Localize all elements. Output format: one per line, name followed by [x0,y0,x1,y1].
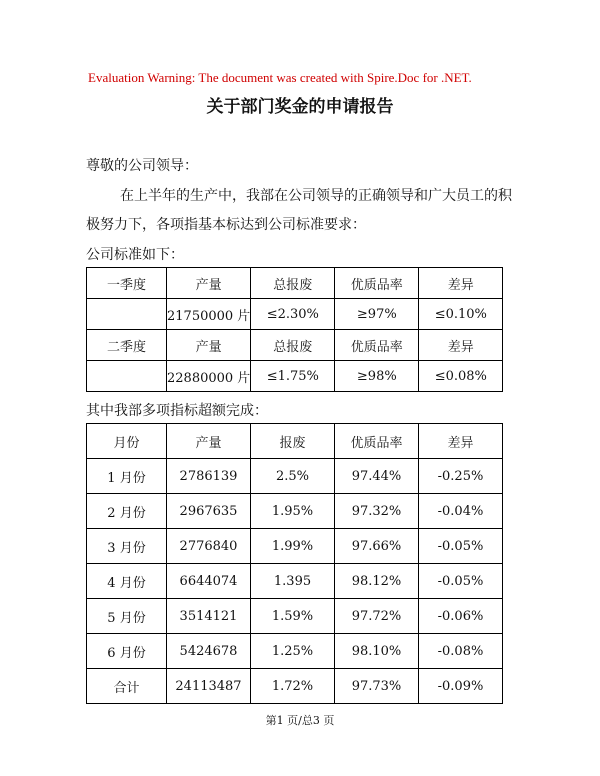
results-caption: 其中我部多项指标超额完成： [86,403,268,419]
table-cell: 5424678 [167,634,251,669]
table-cell: ≤0.10% [419,299,503,330]
table-cell: 优质品率 [335,268,419,299]
results-table [86,423,503,704]
table-cell: 97.66% [335,529,419,564]
table-cell: 二季度 [87,330,167,361]
table-cell: -0.08% [419,634,503,669]
page-title: 关于部门奖金的申请报告 [206,97,394,117]
table-row [87,268,503,299]
table-cell: ≤0.08% [419,361,503,392]
table-cell: ≤1.75% [251,361,335,392]
table-cell: 24113487 [167,669,251,704]
table-cell: -0.06% [419,599,503,634]
column-header: 差异 [419,424,503,459]
table-cell: 优质品率 [335,330,419,361]
table-row [87,459,503,494]
table-cell: 1.72% [251,669,335,704]
table-cell: -0.05% [419,564,503,599]
table-cell: 2 月份 [87,494,167,529]
table-cell: 总报废 [251,330,335,361]
column-header: 产量 [167,424,251,459]
table-cell: 2786139 [167,459,251,494]
table-cell: 差异 [419,268,503,299]
table-row [87,564,503,599]
table-cell: 合计 [87,669,167,704]
table-cell: 2776840 [167,529,251,564]
table-cell: 4 月份 [87,564,167,599]
table-cell: -0.09% [419,669,503,704]
table-total-row [87,669,503,704]
table-cell: 98.10% [335,634,419,669]
table-cell: 产量 [167,268,251,299]
table-row [87,299,503,330]
table-cell: ≥97% [335,299,419,330]
column-header: 优质品率 [335,424,419,459]
table-cell: 1.99% [251,529,335,564]
table-cell: 97.72% [335,599,419,634]
table-cell: 2.5% [251,459,335,494]
table-row [87,529,503,564]
standard-caption: 公司标准如下： [86,247,184,263]
table-cell: 2967635 [167,494,251,529]
table-cell: ≥98% [335,361,419,392]
table-row [87,599,503,634]
column-header: 报废 [251,424,335,459]
table-cell: 6644074 [167,564,251,599]
table-cell: ≤2.30% [251,299,335,330]
table-cell [87,299,167,330]
page-footer: 第1 页/总3 页 [265,714,335,727]
body-paragraph-line-1: 在上半年的生产中，我部在公司领导的正确领导和广大员工的积 [120,188,512,204]
table-cell: 97.73% [335,669,419,704]
table-cell: 5 月份 [87,599,167,634]
table-cell: 1.25% [251,634,335,669]
table-cell: 1.395 [251,564,335,599]
table-row [87,634,503,669]
table-cell: 产量 [167,330,251,361]
table-cell: 差异 [419,330,503,361]
column-header: 月份 [87,424,167,459]
table-cell: 97.32% [335,494,419,529]
table-cell: 21750000 片 [167,299,251,330]
table-row [87,361,503,392]
table-cell: 22880000 片 [167,361,251,392]
table-row [87,330,503,361]
table-cell: -0.25% [419,459,503,494]
table-cell: 98.12% [335,564,419,599]
table-header-row [87,424,503,459]
table-row [87,494,503,529]
table-cell: 总报废 [251,268,335,299]
table-cell: 6 月份 [87,634,167,669]
table-cell: 1.59% [251,599,335,634]
table-cell: 3 月份 [87,529,167,564]
table-cell: 1.95% [251,494,335,529]
table-cell: 97.44% [335,459,419,494]
table-cell: 一季度 [87,268,167,299]
table-cell: -0.04% [419,494,503,529]
body-paragraph-line-2: 极努力下，各项指基本标达到公司标准要求： [86,217,366,233]
table-cell: 1 月份 [87,459,167,494]
table-cell: -0.05% [419,529,503,564]
evaluation-warning: Evaluation Warning: The document was created with Spire.Doc for .NET. [88,70,472,85]
greeting: 尊敬的公司领导： [86,158,198,174]
table-cell: 3514121 [167,599,251,634]
table-cell [87,361,167,392]
standard-table [86,267,503,392]
